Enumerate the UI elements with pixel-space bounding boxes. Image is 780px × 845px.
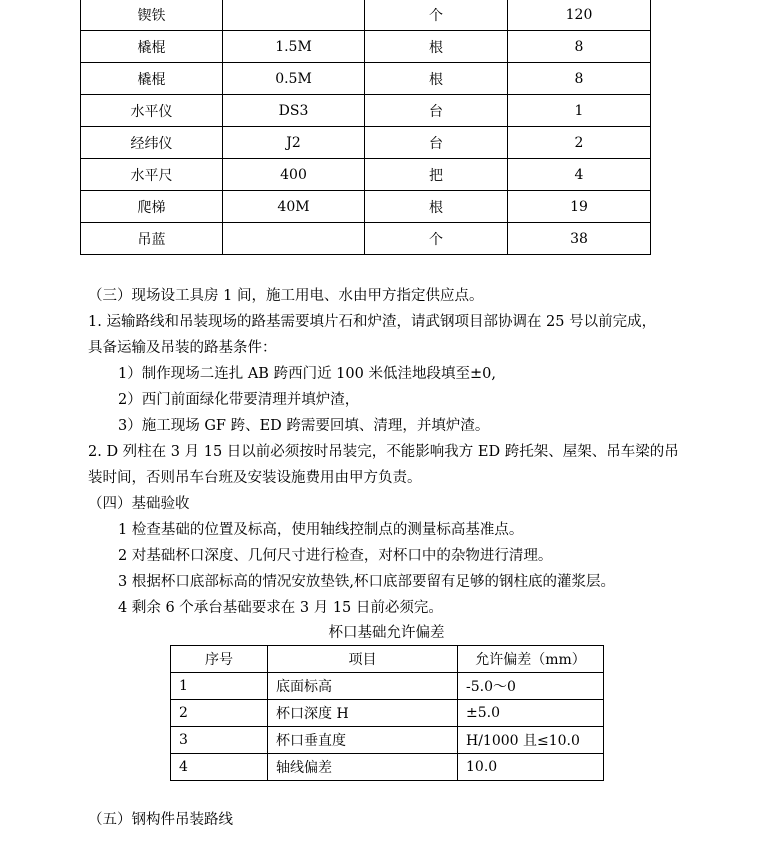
tools-table	[80, 0, 651, 255]
table-caption: 杯口基础允许偏差	[328, 625, 445, 641]
tool-name: 爬梯	[81, 191, 223, 223]
list-item: 2 对基础杯口深度、几何尺寸进行检查，对杯口中的杂物进行清理。	[118, 548, 553, 564]
tool-spec: 40M	[223, 191, 365, 223]
tool-name: 吊蓝	[81, 223, 223, 255]
section-heading-4: （四）基础验收	[88, 496, 190, 512]
tool-name: 橇棍	[81, 63, 223, 95]
list-item: 4 剩余 6 个承台基础要求在 3 月 15 日前必须完。	[118, 600, 443, 616]
row-tolerance: ±5.0	[458, 700, 604, 727]
tool-unit: 根	[365, 63, 508, 95]
tool-spec: 400	[223, 159, 365, 191]
table-row	[81, 95, 651, 127]
row-item: 杯口垂直度	[268, 727, 458, 754]
column-header: 项目	[268, 646, 458, 673]
tool-unit: 个	[365, 223, 508, 255]
tool-spec: J2	[223, 127, 365, 159]
tool-qty: 8	[508, 63, 651, 95]
table-row	[81, 127, 651, 159]
paragraph-line: 2. D 列柱在 3 月 15 日以前必须按时吊装完，不能影响我方 ED 跨托架、屋架、吊车梁的吊	[88, 444, 679, 460]
row-item: 杯口深度 H	[268, 700, 458, 727]
row-tolerance: 10.0	[458, 754, 604, 781]
tool-unit: 把	[365, 159, 508, 191]
tool-name: 水平尺	[81, 159, 223, 191]
section-heading-3: （三）现场设工具房 1 间，施工用电、水由甲方指定供应点。	[88, 288, 484, 304]
column-header: 允许偏差（mm）	[458, 646, 604, 673]
tolerance-table	[170, 645, 604, 781]
paragraph-line: 1. 运输路线和吊装现场的路基需要填片石和炉渣，请武钢项目部协调在 25 号以前完成，	[88, 314, 657, 330]
section-heading-5: （五）钢构件吊装路线	[88, 812, 233, 828]
row-item: 轴线偏差	[268, 754, 458, 781]
tool-unit: 根	[365, 31, 508, 63]
table-row	[81, 191, 651, 223]
table-header-row	[171, 646, 604, 673]
tool-spec	[223, 223, 365, 255]
table-row	[81, 0, 651, 31]
table-row	[171, 727, 604, 754]
list-item: 2）西门前面绿化带要清理并填炉渣，	[118, 392, 360, 408]
tool-unit: 根	[365, 191, 508, 223]
table-row	[171, 673, 604, 700]
row-index: 2	[171, 700, 268, 727]
tool-qty: 8	[508, 31, 651, 63]
row-index: 3	[171, 727, 268, 754]
tool-qty: 38	[508, 223, 651, 255]
list-item: 3 根据杯口底部标高的情况安放垫铁,杯口底部要留有足够的钢柱底的灌浆层。	[118, 574, 615, 590]
row-index: 1	[171, 673, 268, 700]
tool-qty: 1	[508, 95, 651, 127]
table-row	[81, 223, 651, 255]
tool-spec: 0.5M	[223, 63, 365, 95]
tool-name: 锲铁	[81, 0, 223, 31]
row-tolerance: H/1000 且≤10.0	[458, 727, 604, 754]
row-index: 4	[171, 754, 268, 781]
tool-name: 橇棍	[81, 31, 223, 63]
tool-unit: 台	[365, 127, 508, 159]
tool-name: 经纬仪	[81, 127, 223, 159]
tool-unit: 个	[365, 0, 508, 31]
tool-qty: 2	[508, 127, 651, 159]
list-item: 1）制作现场二连扎 AB 跨西门近 100 米低洼地段填至±0,	[118, 366, 496, 382]
row-tolerance: -5.0～0	[458, 673, 604, 700]
table-row	[171, 754, 604, 781]
tool-qty: 120	[508, 0, 651, 31]
paragraph-line: 具备运输及吊装的路基条件：	[88, 340, 277, 356]
row-item: 底面标高	[268, 673, 458, 700]
table-row	[81, 159, 651, 191]
tool-qty: 19	[508, 191, 651, 223]
table-row	[81, 31, 651, 63]
list-item: 3）施工现场 GF 跨、ED 跨需要回填、清理，并填炉渣。	[118, 418, 490, 434]
table-row	[81, 63, 651, 95]
tool-unit: 台	[365, 95, 508, 127]
tool-name: 水平仪	[81, 95, 223, 127]
list-item: 1 检查基础的位置及标高，使用轴线控制点的测量标高基准点。	[118, 522, 524, 538]
table-row	[171, 700, 604, 727]
paragraph-line: 装时间，否则吊车台班及安装设施费用由甲方负责。	[88, 470, 422, 486]
tool-spec	[223, 0, 365, 31]
tool-spec: DS3	[223, 95, 365, 127]
column-header: 序号	[171, 646, 268, 673]
tool-spec: 1.5M	[223, 31, 365, 63]
tool-qty: 4	[508, 159, 651, 191]
